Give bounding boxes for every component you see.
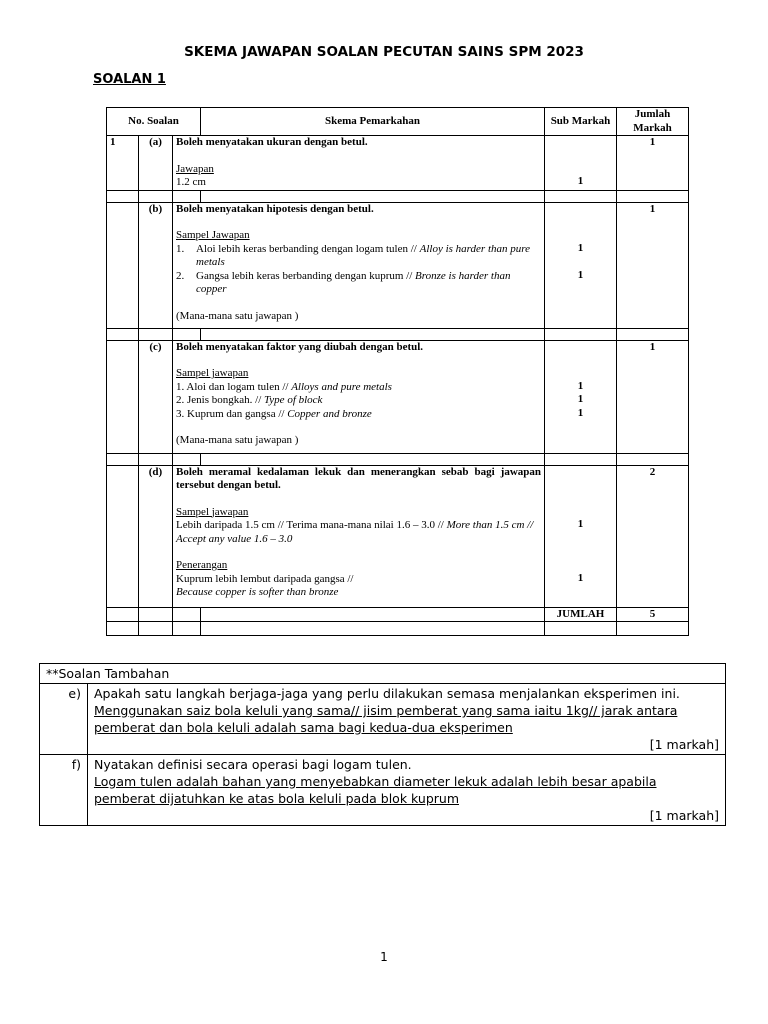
- answer-heading: Sampel Jawapan: [176, 229, 250, 241]
- scheme-cell: [173, 465, 545, 607]
- total-mark: 1: [617, 136, 689, 191]
- sub-mark-cell: 1 1 1: [545, 340, 617, 453]
- table-row: [107, 340, 689, 453]
- table-row: [107, 136, 689, 191]
- tambahan-header: **Soalan Tambahan: [40, 664, 726, 684]
- question-cell: [88, 755, 726, 826]
- list-item: 1. Aloi dan logam tulen // Alloys and pure metals: [176, 380, 392, 393]
- total-mark: 1: [617, 340, 689, 453]
- part-label: (b): [139, 202, 173, 328]
- note: (Mana-mana satu jawapan ): [176, 434, 299, 446]
- scheme-cell: [173, 340, 545, 453]
- explanation-en: Because copper is softer than bronze: [176, 586, 339, 598]
- question-label: f): [40, 755, 88, 826]
- answer-text: Logam tulen adalah bahan yang menyebabkan diameter lekuk adalah lebih besar apabila pemberat dijatuhkan ke atas bola keluli pada blok kuprum: [94, 774, 657, 806]
- spacer-row: [107, 453, 689, 465]
- header-no-soalan: No. Soalan: [107, 108, 201, 136]
- list-item: 3. Kuprum dan gangsa // Copper and bronze: [176, 407, 372, 420]
- question-number: 1: [107, 136, 139, 191]
- table-row: [40, 755, 726, 826]
- question-cell: [88, 684, 726, 755]
- total-mark: 2: [617, 465, 689, 607]
- prediction: Lebih daripada 1.5 cm // Terima mana-mana nilai 1.6 – 3.0 // More than 1.5 cm // Accept any value 1.6 – 3.0: [176, 519, 534, 545]
- sub-mark-cell: 1 1: [545, 465, 617, 607]
- list-item: 2. Jenis bongkah. // Type of block: [176, 394, 323, 406]
- explanation-heading: Penerangan: [176, 559, 228, 571]
- sub-mark-cell: 1 1: [545, 202, 617, 328]
- header-sub-markah: Sub Markah: [545, 108, 617, 136]
- marks: [1 markah]: [649, 737, 719, 752]
- table-header-row: [107, 108, 689, 136]
- soalan-tambahan-table: [39, 663, 726, 826]
- criterion: Boleh menyatakan faktor yang diubah dengan betul.: [176, 340, 424, 353]
- list-item: 1. Aloi lebih keras berbanding dengan logam tulen // Alloy is harder than pure metals: [176, 242, 531, 268]
- spacer-row: [107, 622, 689, 636]
- page-number: 1: [380, 950, 388, 964]
- question-label: e): [40, 684, 88, 755]
- sub-mark: 1: [577, 175, 584, 187]
- header-jumlah-markah: Jumlah Markah: [617, 108, 689, 136]
- question-text: Apakah satu langkah berjaga-jaga yang perlu dilakukan semasa menjalankan eksperimen ini.: [94, 686, 680, 701]
- spacer-row: [107, 328, 689, 340]
- criterion: Boleh menyatakan hipotesis dengan betul.: [176, 202, 374, 215]
- section-heading: SOALAN 1: [93, 72, 166, 87]
- answer-heading: Sampel jawapan: [176, 505, 249, 518]
- criterion: Boleh meramal kedalaman lekuk dan menerangkan sebab bagi jawapan tersebut dengan betul.: [176, 465, 541, 491]
- answer: 1.2 cm: [176, 176, 206, 188]
- part-label: (c): [139, 340, 173, 453]
- part-label: (d): [139, 465, 173, 607]
- question-text: Nyatakan definisi secara operasi bagi logam tulen.: [94, 757, 412, 772]
- criterion: Boleh menyatakan ukuran dengan betul.: [176, 136, 368, 148]
- note: (Mana-mana satu jawapan ): [176, 309, 299, 322]
- sub-mark-cell: [545, 136, 617, 191]
- spacer-row: [107, 190, 689, 202]
- scheme-cell: [173, 202, 545, 328]
- table-row: [107, 465, 689, 607]
- header-skema: Skema Pemarkahan: [201, 108, 545, 136]
- answer-heading: Jawapan: [176, 162, 214, 175]
- total-label: JUMLAH: [545, 607, 617, 622]
- page-title: SKEMA JAWAPAN SOALAN PECUTAN SAINS SPM 2023: [184, 44, 584, 60]
- total-value: 5: [617, 607, 689, 622]
- part-label: (a): [139, 136, 173, 191]
- answer-text: Menggunakan saiz bola keluli yang sama// jisim pemberat yang sama iaitu 1kg// jarak antara pemberat dan bola keluli adalah sama bagi kedua-dua eksperimen: [94, 703, 678, 735]
- answer-heading: Sampel jawapan: [176, 367, 249, 379]
- table-row: [40, 684, 726, 755]
- list-item: 2. Gangsa lebih keras berbanding dengan kuprum // Bronze is harder than copper: [176, 269, 511, 295]
- explanation: Kuprum lebih lembut daripada gangsa //: [176, 572, 354, 585]
- marking-scheme-table: [106, 107, 689, 636]
- scheme-cell: [173, 136, 545, 191]
- marks: [1 markah]: [649, 808, 719, 823]
- total-row: [107, 607, 689, 622]
- total-mark: 1: [617, 202, 689, 328]
- tambahan-header-row: [40, 664, 726, 684]
- table-row: [107, 202, 689, 328]
